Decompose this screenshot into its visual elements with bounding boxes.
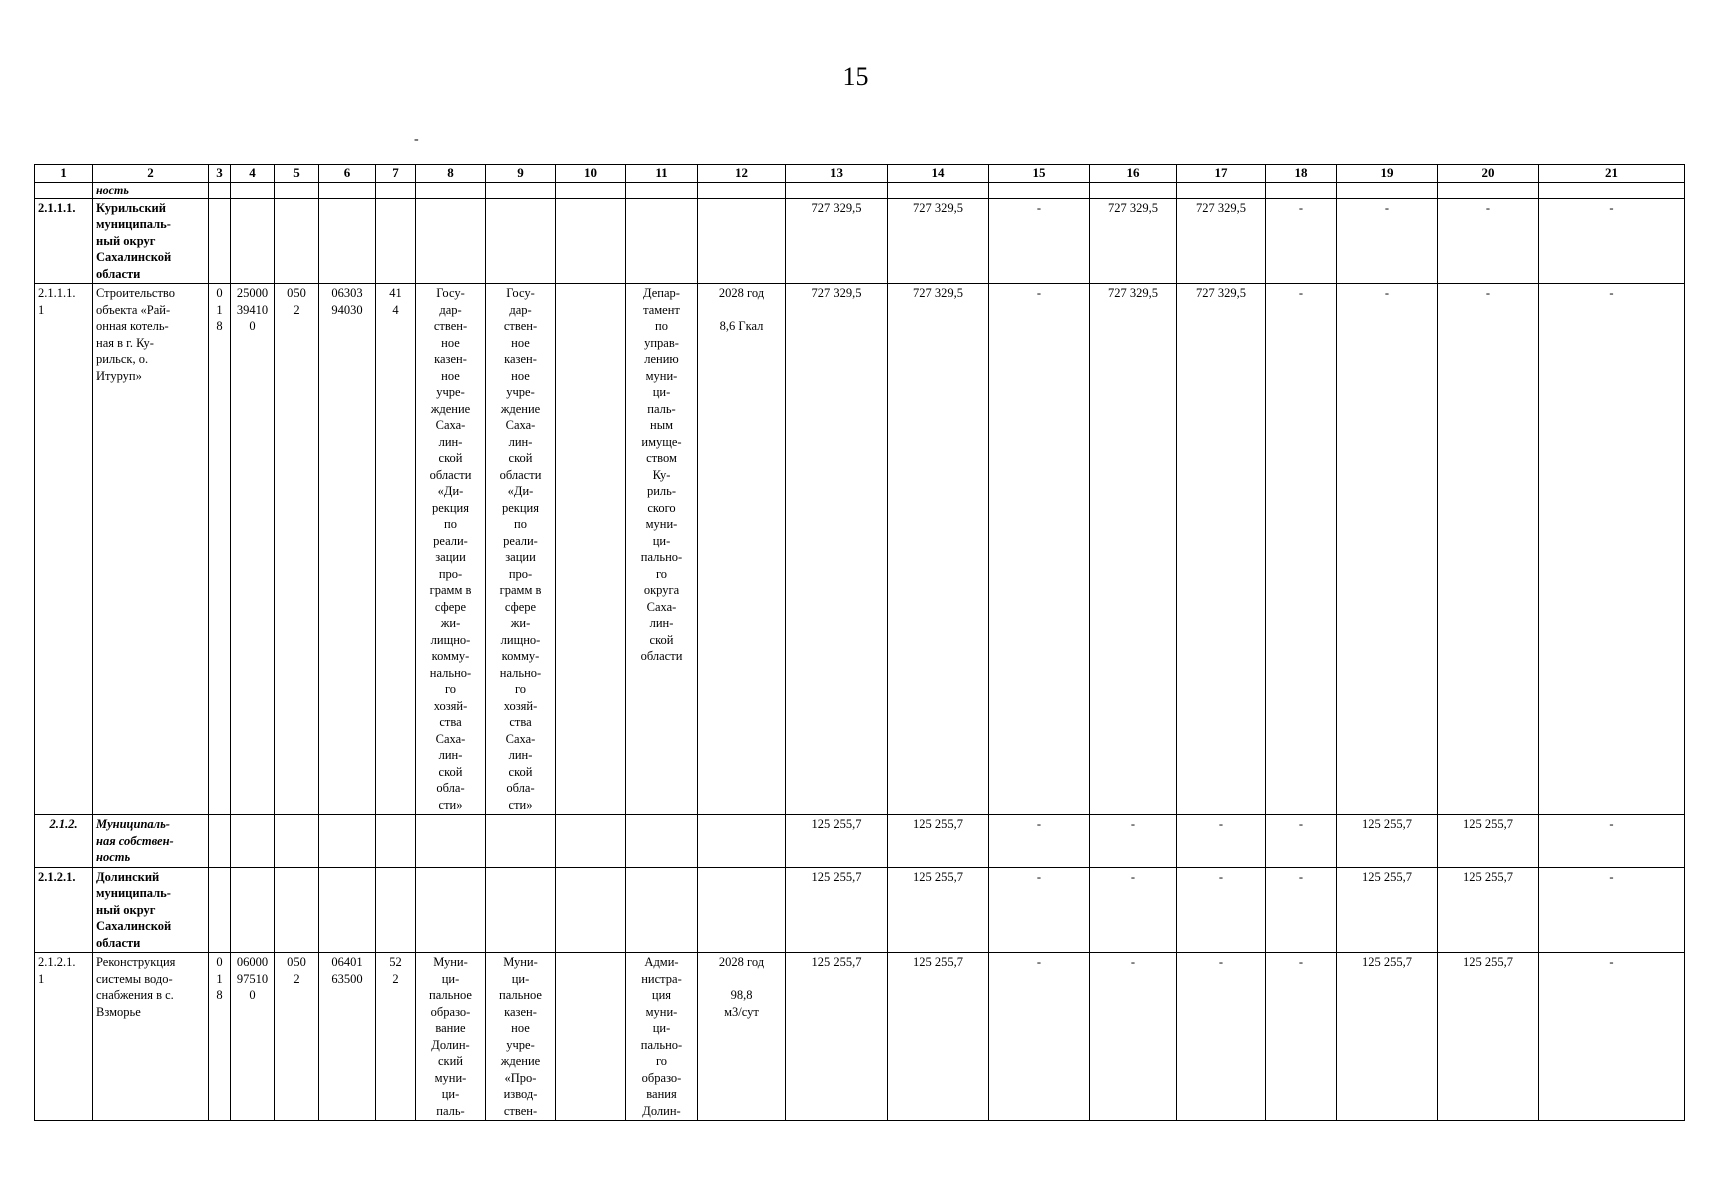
row-name: Реконструкция системы водо- снабжения в с. Взморье	[93, 953, 209, 1121]
table-cell: -	[1177, 815, 1266, 868]
table-cell: Госу- дар- ствен- ное казен- ное учре- ждение Саха- лин- ской области «Ди- рекция по реали- зации про- грамм в сфере жи- лищно- комму- нально- го хозяй- ства Саха- лин- ской обла- сти»	[486, 284, 556, 815]
table-cell: -	[1438, 198, 1539, 284]
table-cell: 727 329,5	[786, 284, 888, 815]
table-cell: 125 255,7	[888, 953, 989, 1121]
table-cell: -	[1539, 953, 1685, 1121]
table-cell: 727 329,5	[786, 198, 888, 284]
header-cell: 15	[989, 165, 1090, 183]
row-name: Строительство объекта «Рай- онная котель- ная в г. Ку- рильск, о. Итуруп»	[93, 284, 209, 815]
table-cell: 050 2	[275, 284, 319, 815]
table-cell: -	[1337, 284, 1438, 815]
header-cell: 6	[319, 165, 376, 183]
table-cell: -	[1090, 867, 1177, 953]
header-cell: 5	[275, 165, 319, 183]
row-code: 2.1.2.1.	[35, 867, 93, 953]
header-cell: 19	[1337, 165, 1438, 183]
table-cell: 125 255,7	[1337, 867, 1438, 953]
stray-dash-mark: -	[414, 132, 419, 147]
table-cell: 06303 94030	[319, 284, 376, 815]
table-cell: -	[1539, 198, 1685, 284]
table-cell: 125 255,7	[1337, 815, 1438, 868]
table-cell: 125 255,7	[786, 815, 888, 868]
table-cell: 727 329,5	[1177, 284, 1266, 815]
table-cell: -	[989, 198, 1090, 284]
header-cell: 18	[1266, 165, 1337, 183]
table-cell: -	[1177, 867, 1266, 953]
table-cell: 125 255,7	[1438, 953, 1539, 1121]
header-cell: 13	[786, 165, 888, 183]
table-cell: 125 255,7	[1337, 953, 1438, 1121]
table-cell: -	[989, 815, 1090, 868]
table-cell: -	[1177, 953, 1266, 1121]
table-cell: 2028 год 8,6 Гкал	[698, 284, 786, 815]
header-cell: 4	[231, 165, 275, 183]
table-cell	[35, 182, 93, 198]
header-cell: 9	[486, 165, 556, 183]
table-cell: -	[1266, 815, 1337, 868]
header-cell: 3	[209, 165, 231, 183]
page-number: 15	[842, 62, 869, 91]
table-cell: 125 255,7	[888, 815, 989, 868]
header-cell: 16	[1090, 165, 1177, 183]
table-cell: 52 2	[376, 953, 416, 1121]
table-cell: -	[1266, 953, 1337, 1121]
table-cell: 06401 63500	[319, 953, 376, 1121]
row-name: Курильский муниципаль- ный округ Сахалинской области	[93, 198, 209, 284]
table-cell: -	[1090, 815, 1177, 868]
table-cell: -	[989, 867, 1090, 953]
table-cell: 727 329,5	[1177, 198, 1266, 284]
table-cell: Муни- ци- пальное образо- вание Долин- ский муни- ци- паль-	[416, 953, 486, 1121]
table-cell: ность	[93, 182, 209, 198]
table-cell: -	[1266, 867, 1337, 953]
row-name: Долинский муниципаль- ный округ Сахалинской области	[93, 867, 209, 953]
table-cell: 41 4	[376, 284, 416, 815]
table-cell: 0 1 8	[209, 953, 231, 1121]
table-row	[35, 953, 1685, 1121]
row-code: 2.1.2.1. 1	[35, 953, 93, 1121]
table-cell: 0 1 8	[209, 284, 231, 815]
table-cell: -	[1266, 284, 1337, 815]
table-row	[35, 815, 1685, 868]
header-cell: 14	[888, 165, 989, 183]
header-cell: 7	[376, 165, 416, 183]
header-cell: 1	[35, 165, 93, 183]
row-code: 2.1.2.	[35, 815, 93, 868]
table-cell: -	[1539, 867, 1685, 953]
row-name: Муниципаль- ная собствен- ность	[93, 815, 209, 868]
table-cell: 125 255,7	[1438, 867, 1539, 953]
table-cell: Госу- дар- ствен- ное казен- ное учре- ждение Саха- лин- ской области «Ди- рекция по реали- зации про- грамм в сфере жи- лищно- комму- нально- го хозяй- ства Саха- лин- ской обла- сти»	[416, 284, 486, 815]
table-cell: 25000 39410 0	[231, 284, 275, 815]
table-cell: Муни- ци- пальное казен- ное учре- ждение «Про- извод- ствен-	[486, 953, 556, 1121]
table-cell: Депар- тамент по управ- лению муни- ци- паль- ным имуще- ством Ку- риль- ского муни- ци- пально- го округа Саха- лин- ской области	[626, 284, 698, 815]
table-cell: 06000 97510 0	[231, 953, 275, 1121]
table-cell: 727 329,5	[888, 284, 989, 815]
table-cell: -	[1090, 953, 1177, 1121]
header-cell: 8	[416, 165, 486, 183]
table-row	[35, 198, 1685, 284]
table-row	[35, 867, 1685, 953]
header-cell: 2	[93, 165, 209, 183]
table-cell: Адми- нистра- ция муни- ци- пально- го образо- вания Долин-	[626, 953, 698, 1121]
table-cell: 125 255,7	[786, 867, 888, 953]
table-cell: 050 2	[275, 953, 319, 1121]
table-cell: -	[1539, 815, 1685, 868]
table-cell: 2028 год 98,8 м3/сут	[698, 953, 786, 1121]
table-row	[35, 284, 1685, 815]
header-cell: 10	[556, 165, 626, 183]
table-cell: 727 329,5	[1090, 284, 1177, 815]
column-number-row	[35, 165, 1685, 183]
continuation-row	[35, 182, 1685, 198]
table-cell: 727 329,5	[888, 198, 989, 284]
table-cell: -	[1438, 284, 1539, 815]
table-cell: -	[1337, 198, 1438, 284]
header-cell: 11	[626, 165, 698, 183]
header-cell: 12	[698, 165, 786, 183]
header-cell: 20	[1438, 165, 1539, 183]
table-cell: -	[989, 953, 1090, 1121]
data-table	[34, 164, 1685, 1121]
table-cell: -	[1539, 284, 1685, 815]
row-code: 2.1.1.1. 1	[35, 284, 93, 815]
header-cell: 17	[1177, 165, 1266, 183]
table-cell: 125 255,7	[888, 867, 989, 953]
table-cell: -	[1266, 198, 1337, 284]
table-cell: 125 255,7	[1438, 815, 1539, 868]
header-cell: 21	[1539, 165, 1685, 183]
table-cell: 727 329,5	[1090, 198, 1177, 284]
table-cell: 125 255,7	[786, 953, 888, 1121]
table-cell: -	[989, 284, 1090, 815]
row-code: 2.1.1.1.	[35, 198, 93, 284]
